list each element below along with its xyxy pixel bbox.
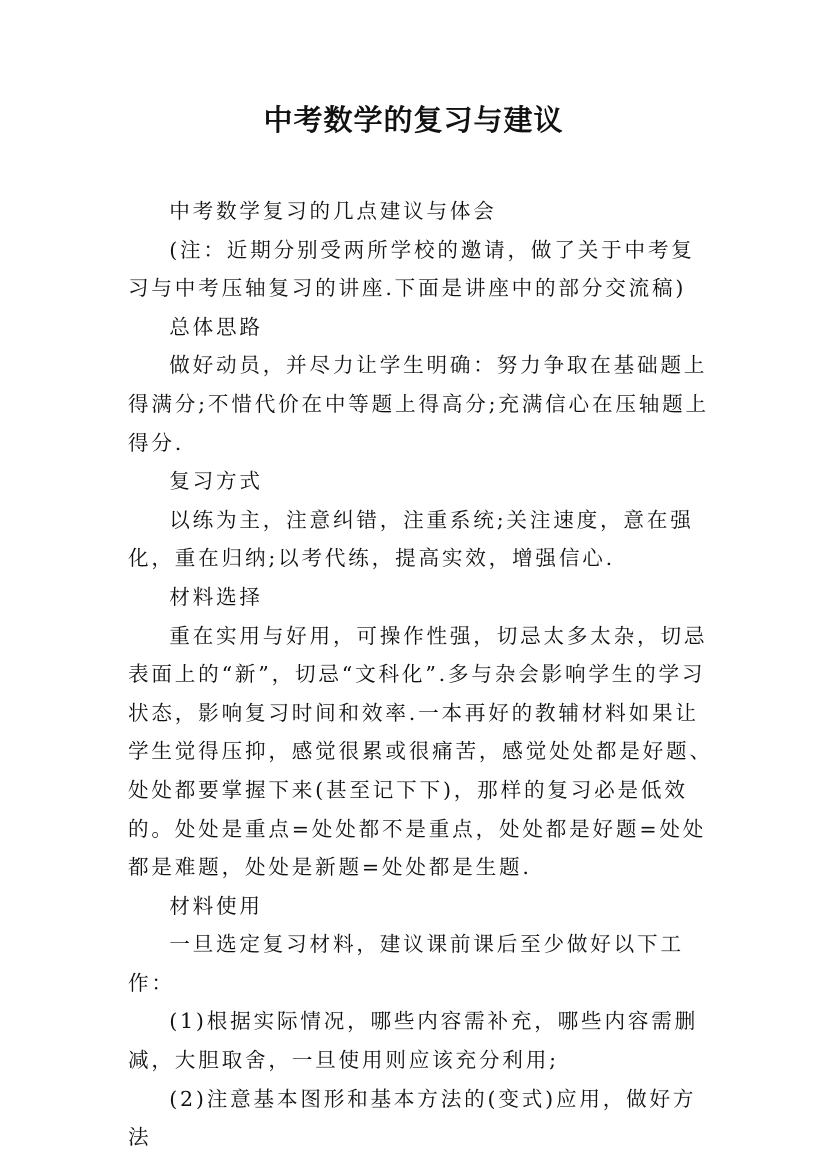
section-heading-material-use: 材料使用 — [169, 893, 263, 918]
paragraph-overall-approach: 做好动员，并尽力让学生明确：努力争取在基础题上得满分;不惜代价在中等题上得高分;充满信心在压轴题上得分. — [128, 353, 709, 455]
paragraph-material-use: 一旦选定复习材料，建议课前课后至少做好以下工作： — [128, 932, 684, 995]
document-body — [128, 192, 718, 1157]
list-item-1: (1)根据实际情况，哪些内容需补充，哪些内容需删减，大胆取舍，一旦使用则应该充分利用; — [128, 1009, 699, 1073]
section-heading-review-method: 复习方式 — [169, 469, 263, 494]
section-heading-overall-approach: 总体思路 — [169, 314, 263, 339]
paragraph-material-selection: 重在实用与好用，可操作性强，切忌太多太杂，切忌表面上的“新”，切忌“文科化”.多与杂会影响学生的学习状态，影响复习时间和效率.一本再好的教辅材料如果让学生觉得压抑，感觉很累或很痛苦，感觉处处都是好题、处处都要掌握下来(甚至记下下)，那样的复习必是低效的。处处是重点=处处都不是重点，处处都是好题=处处都是难题，处处是新题=处处都是生题. — [128, 623, 713, 880]
document-title: 中考数学的复习与建议 — [263, 103, 564, 137]
list-item-2: (2)注意基本图形和基本方法的(变式)应用，做好方法 — [128, 1086, 697, 1150]
paragraph-review-method: 以练为主，注意纠错，注重系统;关注速度，意在强化，重在归纳;以考代练，提高实效，增强信心. — [128, 507, 694, 571]
section-heading-material-selection: 材料选择 — [169, 584, 263, 609]
paragraph-note: (注：近期分别受两所学校的邀请，做了关于中考复习与中考压轴复习的讲座.下面是讲座中的部分交流稿) — [128, 237, 695, 301]
paragraph-intro-heading: 中考数学复习的几点建议与体会 — [169, 199, 497, 223]
